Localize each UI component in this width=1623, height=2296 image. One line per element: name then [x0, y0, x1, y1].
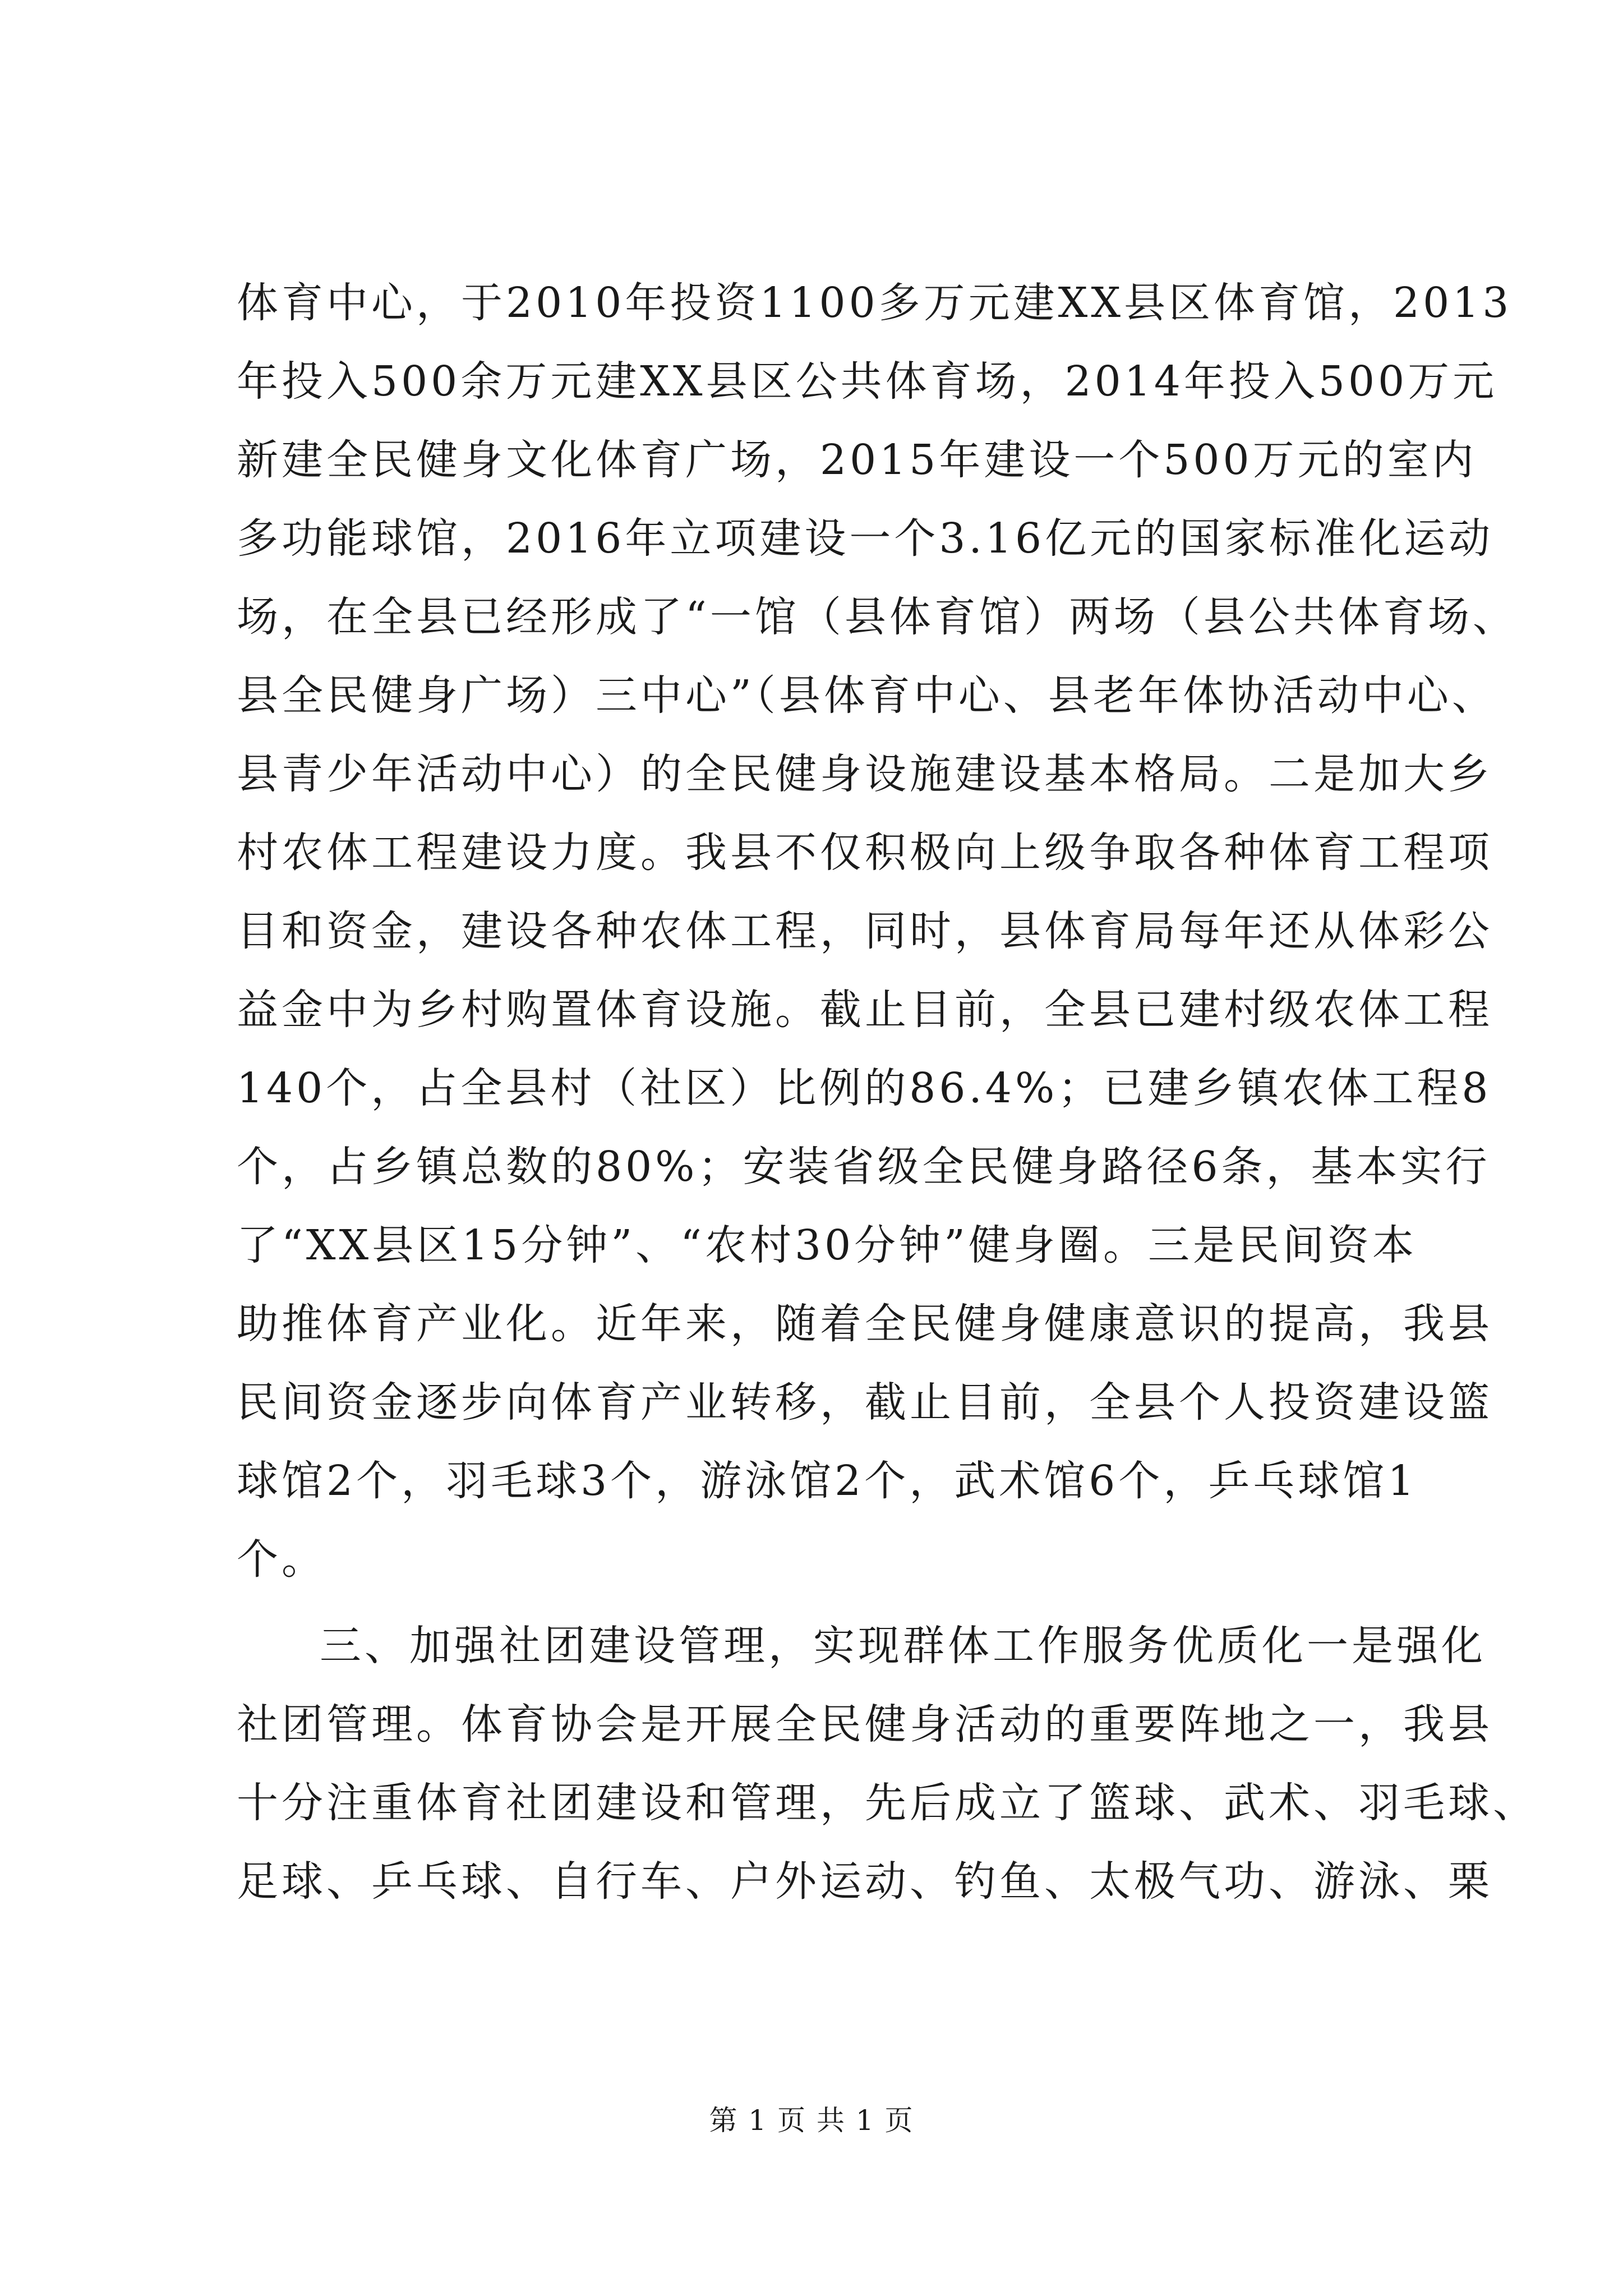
text-line: 个。: [237, 1535, 326, 1584]
paragraph-start-line: 三、加强社团建设管理，实现群体工作服务优质化一是强化: [320, 1622, 1486, 1670]
text-line: 助推体育产业化。近年来，随着全民健身健康意识的提高，我县: [237, 1300, 1493, 1348]
text-line: 球馆2个，羽毛球3个，游泳馆2个，武术馆6个，乒乓球馆1: [237, 1457, 1418, 1505]
text-line: 场，在全县已经形成了“一馆（县体育馆）两场（县公共体育场、: [237, 593, 1518, 641]
text-line: 体育中心，于2010年投资1100多万元建XX县区体育馆，2013: [237, 279, 1513, 327]
text-line: 益金中为乡村购置体育设施。截止目前，全县已建村级农体工程: [237, 986, 1493, 1034]
text-line: 十分注重体育社团建设和管理，先后成立了篮球、武术、羽毛球、: [237, 1779, 1538, 1827]
text-line: 年投入500余万元建XX县区公共体育场，2014年投入500万元: [237, 357, 1498, 406]
text-line: 社团管理。体育协会是开展全民健身活动的重要阵地之一，我县: [237, 1700, 1493, 1749]
text-line: 新建全民健身文化体育广场，2015年建设一个500万元的室内: [237, 436, 1477, 484]
text-line: 个，占乡镇总数的80%；安装省级全民健身路径6条，基本实行: [237, 1143, 1491, 1191]
page-number-footer: 第 1 页 共 1 页: [709, 2104, 914, 2137]
text-line: 目和资金，建设各种农体工程，同时，县体育局每年还从体彩公: [237, 907, 1493, 955]
text-line: 足球、乒乓球、自行车、户外运动、钓鱼、太极气功、游泳、栗: [237, 1857, 1493, 1906]
text-line: 140个，占全县村（社区）比例的86.4%；已建乡镇农体工程8: [237, 1064, 1492, 1112]
text-line: 民间资金逐步向体育产业转移，截止目前，全县个人投资建设篮: [237, 1378, 1493, 1427]
text-line: 了“XX县区15分钟”、“农村30分钟”健身圈。三是民间资本: [237, 1221, 1418, 1269]
text-line: 村农体工程建设力度。我县不仅积极向上级争取各种体育工程项: [237, 829, 1493, 877]
text-line: 多功能球馆，2016年立项建设一个3.16亿元的国家标准化运动: [237, 514, 1494, 563]
body-text: [237, 264, 1538, 1921]
text-line: 县青少年活动中心）的全民健身设施建设基本格局。二是加大乡: [237, 750, 1493, 798]
text-line: 县全民健身广场）三中心”（县体育中心、县老年体协活动中心、: [237, 671, 1497, 720]
